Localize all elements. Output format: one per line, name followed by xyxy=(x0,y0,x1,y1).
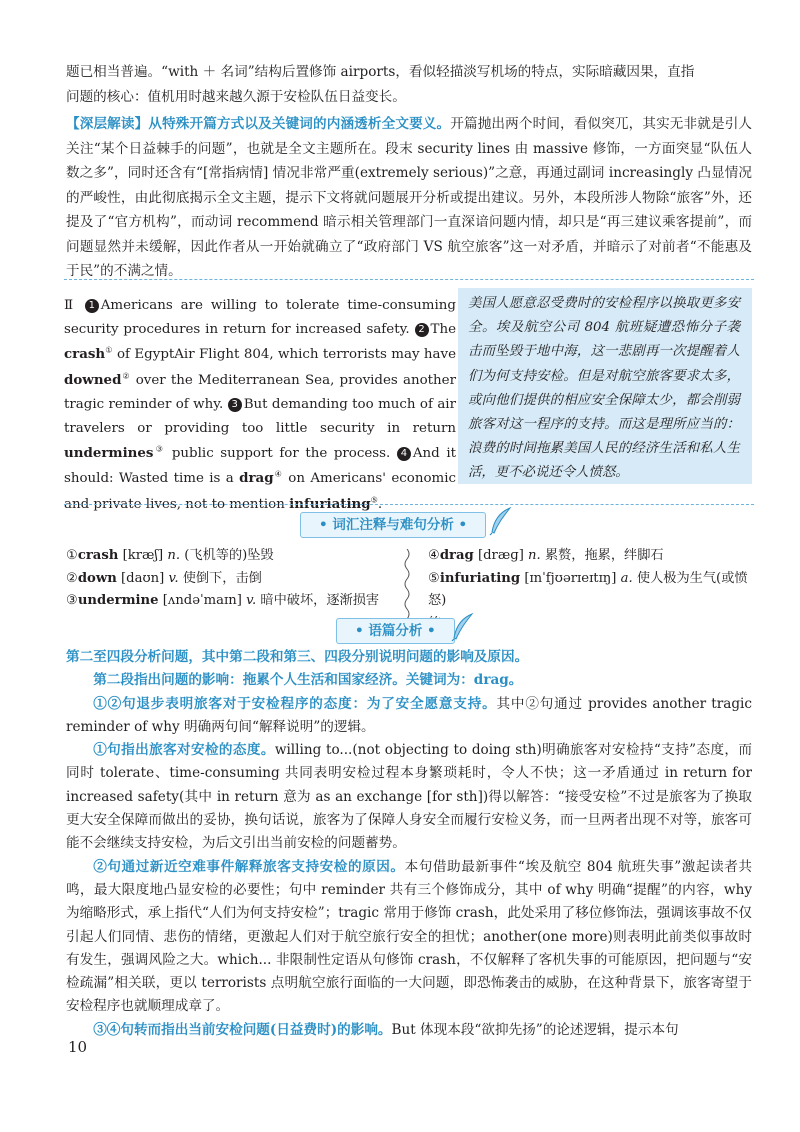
sentence-marker-3: 3 xyxy=(228,398,242,412)
discourse-header-label: • 语篇分析 • xyxy=(336,618,455,644)
vocab-word: undermine xyxy=(77,593,159,608)
vocab-pos: n. xyxy=(528,548,541,563)
note-5: ⑤ xyxy=(370,495,378,505)
vocab-pos: a. xyxy=(620,570,633,586)
feather-pen-icon xyxy=(488,506,514,536)
analysis-point-2 xyxy=(66,739,752,855)
analysis-point-4-text: But 体现本段“欲抑先扬”的论述逻辑，提示本句 xyxy=(391,1021,679,1038)
vocab-ipa: [ɪnˈfjʊərɪeɪtɪŋ] xyxy=(524,570,617,586)
word-undermines: undermines xyxy=(64,445,154,462)
vocab-word: infuriating xyxy=(439,570,521,586)
word-crash: crash xyxy=(64,346,106,363)
intro-line-1: 题已相当普遍。“with ＋ 名词”结构后置修饰 airports，看似轻描淡写机场的特点，实际暗藏因果，直指 xyxy=(66,64,695,80)
vocab-num: ② xyxy=(66,570,78,586)
vocab-num: ⑤ xyxy=(428,570,440,586)
vocab-pos: v. xyxy=(246,593,257,608)
analysis-summary-1: 第二至四段分析问题，其中第二段和第三、四段分别说明问题的影响及原因。 xyxy=(66,649,529,665)
sentence-2a: The xyxy=(430,322,456,338)
vocab-num: ④ xyxy=(428,548,440,563)
note-3: ③ xyxy=(153,444,166,454)
sentence-4a: And it should: Wasted time is a xyxy=(64,446,456,487)
vocab-def: 累赘，拖累，绊脚石 xyxy=(544,548,664,563)
word-downed: downed xyxy=(64,371,122,388)
vocab-pos: n. xyxy=(167,548,181,563)
translation-text: 美国人愿意忍受费时的安检程序以换取更多安全。埃及航空公司 804 航班疑遭恐怖分子袭击而坠毁于地中海，这一悲剧再一次提醒着人们为何支持安检。但是对航空旅客要求太多，或向他们提供的相应安全保障太少，都会削弱旅客对这一程序的支持。而这是理所应当的：浪费的时间拖累美国人民的经济生活和私人生活，更不必说还令人愤怒。 xyxy=(468,296,740,481)
vocab-header-label: • 词汇注释与难句分析 • xyxy=(300,512,486,538)
divider-top xyxy=(64,279,754,280)
analysis-point-3 xyxy=(66,856,752,1019)
vocab-def: 暗中破坏，逐渐损害 xyxy=(260,593,380,608)
analysis-point-4-tag: ③④句转而指出当前安检问题(日益费时)的影响。 xyxy=(93,1021,392,1038)
deep-reading-lead: 从特殊开篇方式以及关键词的内涵透析全文要义。 xyxy=(148,116,451,132)
analysis-point-1-tag: ①②句退步表明旅客对于安检程序的态度：为了安全愿意支持。 xyxy=(93,695,497,712)
vocab-section-header xyxy=(0,510,800,540)
feather-pen-icon xyxy=(450,612,476,642)
sentence-marker-1: 1 xyxy=(85,299,99,313)
vocab-item xyxy=(428,545,758,568)
vocab-ipa: [kræʃ] xyxy=(122,548,164,563)
vocab-num: ① xyxy=(66,548,78,563)
discourse-section-header xyxy=(0,616,800,646)
sentence-3a: But demanding too much of air travelers or providing too little security in return xyxy=(64,396,456,437)
vocab-word: crash xyxy=(77,548,119,563)
discourse-analysis xyxy=(66,646,752,1042)
analysis-point-2-tag: ①句指出旅客对安检的态度。 xyxy=(93,742,275,759)
deep-reading-paragraph xyxy=(66,112,752,284)
vocab-def: (飞机等的)坠毁 xyxy=(184,548,274,563)
intro-line-2: 问题的核心：值机用时越来越久源于安检队伍日益变长。 xyxy=(66,88,406,105)
vocab-list-left xyxy=(66,545,379,613)
sentence-4c: . xyxy=(377,496,383,512)
vocab-ipa: [daʊn] xyxy=(121,570,165,586)
analysis-point-3-text: 本句借助最新事件“埃及航空 804 航班失事”激起读者共鸣，最大限度地凸显安检的必要性；句中 reminder 共有三个修饰成分，其中 of why 明确“提醒”的内容，why 为缩略形式，承上指代“人们为何支持安检”；tragic 常用于修饰 crash，此处采用了移位修饰法，强调该事故不仅引起人们同情、悲伤的情绪，更激起人们对于航空旅行安全的担忧；another(one more)则表明此前类似事故时有发生，强调风险之大。which... 非限制性定语从句修饰 crash，不仅解释了客机失事的可能原因，把问题与“安检疏漏”相关联，更以 terrorists 点明航空旅行面临的一大问题，即恐怖袭击的威胁，在这种背景下，旅客寄望于安检程序也就顺理成章了。 xyxy=(66,858,752,1015)
vocab-ipa: [ʌndəˈmaɪn] xyxy=(162,593,242,608)
analysis-point-2-text: willing to...(not objecting to doing sth)明确旅客对安检持“支持”态度，而同时 tolerate、time-consuming 共同表明安检过程本身繁琐耗时，令人不快；这一矛盾通过 in return for increased safety(其中 in return 意为 as an exchange [for sth])得以解答：“接受安检”不过是旅客为了换取更大安全保障而做出的妥协，换句话说，旅客为了保障人身安全而履行安检义务，而一旦两者出现不对等，旅客可能不会继续支持安检，为后文引出当前安检的问题蓄势。 xyxy=(66,742,752,852)
vocab-item xyxy=(428,568,758,613)
sentence-4b: on Americans' economic and private lives, not to mention xyxy=(64,471,456,512)
vocab-pos: v. xyxy=(168,570,179,586)
intro-paragraph xyxy=(66,60,752,109)
sentence-marker-4: 4 xyxy=(397,447,411,461)
word-drag: drag xyxy=(239,470,274,487)
paragraph-number: Ⅱ xyxy=(64,298,77,313)
divider-bottom xyxy=(64,504,754,505)
page-number: 10 xyxy=(68,1038,88,1056)
analysis-point-1 xyxy=(66,693,752,740)
deep-reading-tag: 【深层解读】 xyxy=(66,116,149,132)
vocab-num: ③ xyxy=(66,593,78,608)
vocab-word: drag xyxy=(439,548,474,563)
passage-translation xyxy=(458,288,752,484)
note-2: ② xyxy=(121,371,131,381)
sentence-1: Americans are willing to tolerate time-consuming security procedures in return for increased safety. xyxy=(64,298,456,338)
column-separator-swirl xyxy=(403,549,411,619)
vocab-def: 使人极为生气(或愤怒) xyxy=(428,570,748,608)
vocab-def: 使倒下，击倒 xyxy=(182,570,262,586)
analysis-point-3-tag: ②句通过新近空难事件解释旅客支持安检的原因。 xyxy=(93,858,405,875)
note-1: ① xyxy=(105,345,113,355)
word-infuriating: infuriating xyxy=(289,495,371,512)
passage-english xyxy=(64,288,456,512)
vocab-item xyxy=(66,545,379,568)
vocab-word: down xyxy=(77,570,117,586)
vocab-ipa: [dræɡ] xyxy=(477,548,524,563)
analysis-point-1-text: 其中②句通过 provides another tragic reminder of why 明确两句间“解释说明”的逻辑。 xyxy=(66,695,753,735)
vocab-item xyxy=(66,590,379,613)
sentence-2b: of EgyptAir Flight 804, which terrorists may have xyxy=(117,347,456,363)
note-4: ④ xyxy=(273,469,283,479)
analysis-point-4 xyxy=(66,1019,752,1042)
deep-reading-text: 开篇抛出两个时间，看似突兀，其实无非就是引人关注“某个日益棘手的问题”，也就是全文主题所在。段末 security lines 由 massive 修饰，一方面突显“队伍人数之多”，同时还含有“[常指病情] 情况非常严重(extremely serious)”之意，再通过副词 increasingly 凸显情况的严峻性，由此彻底揭示全文主题，提示下文将就问题展开分析或提出建议。另外，本段所涉人物除“旅客”外，还提及了“官方机构”，而动词 recommend 暗示相关管理部门一直深谙问题内情，却只是“再三建议乘客提前”，而问题显然并未缓解，因此作者从一开始就确立了“政府部门 VS 航空旅客”这一对矛盾，并暗示了对前者“不能惠及于民”的不满之情。 xyxy=(66,116,753,279)
sentence-3b: public support for the process. xyxy=(171,446,391,462)
analysis-summary-2: 第二段指出问题的影响：拖累个人生活和国家经济。关键词为：drag。 xyxy=(93,672,523,689)
vocab-item xyxy=(66,568,379,591)
sentence-marker-2: 2 xyxy=(415,323,429,337)
sentence-2c: over the Mediterranean Sea, provides another tragic reminder of why. xyxy=(64,372,456,412)
